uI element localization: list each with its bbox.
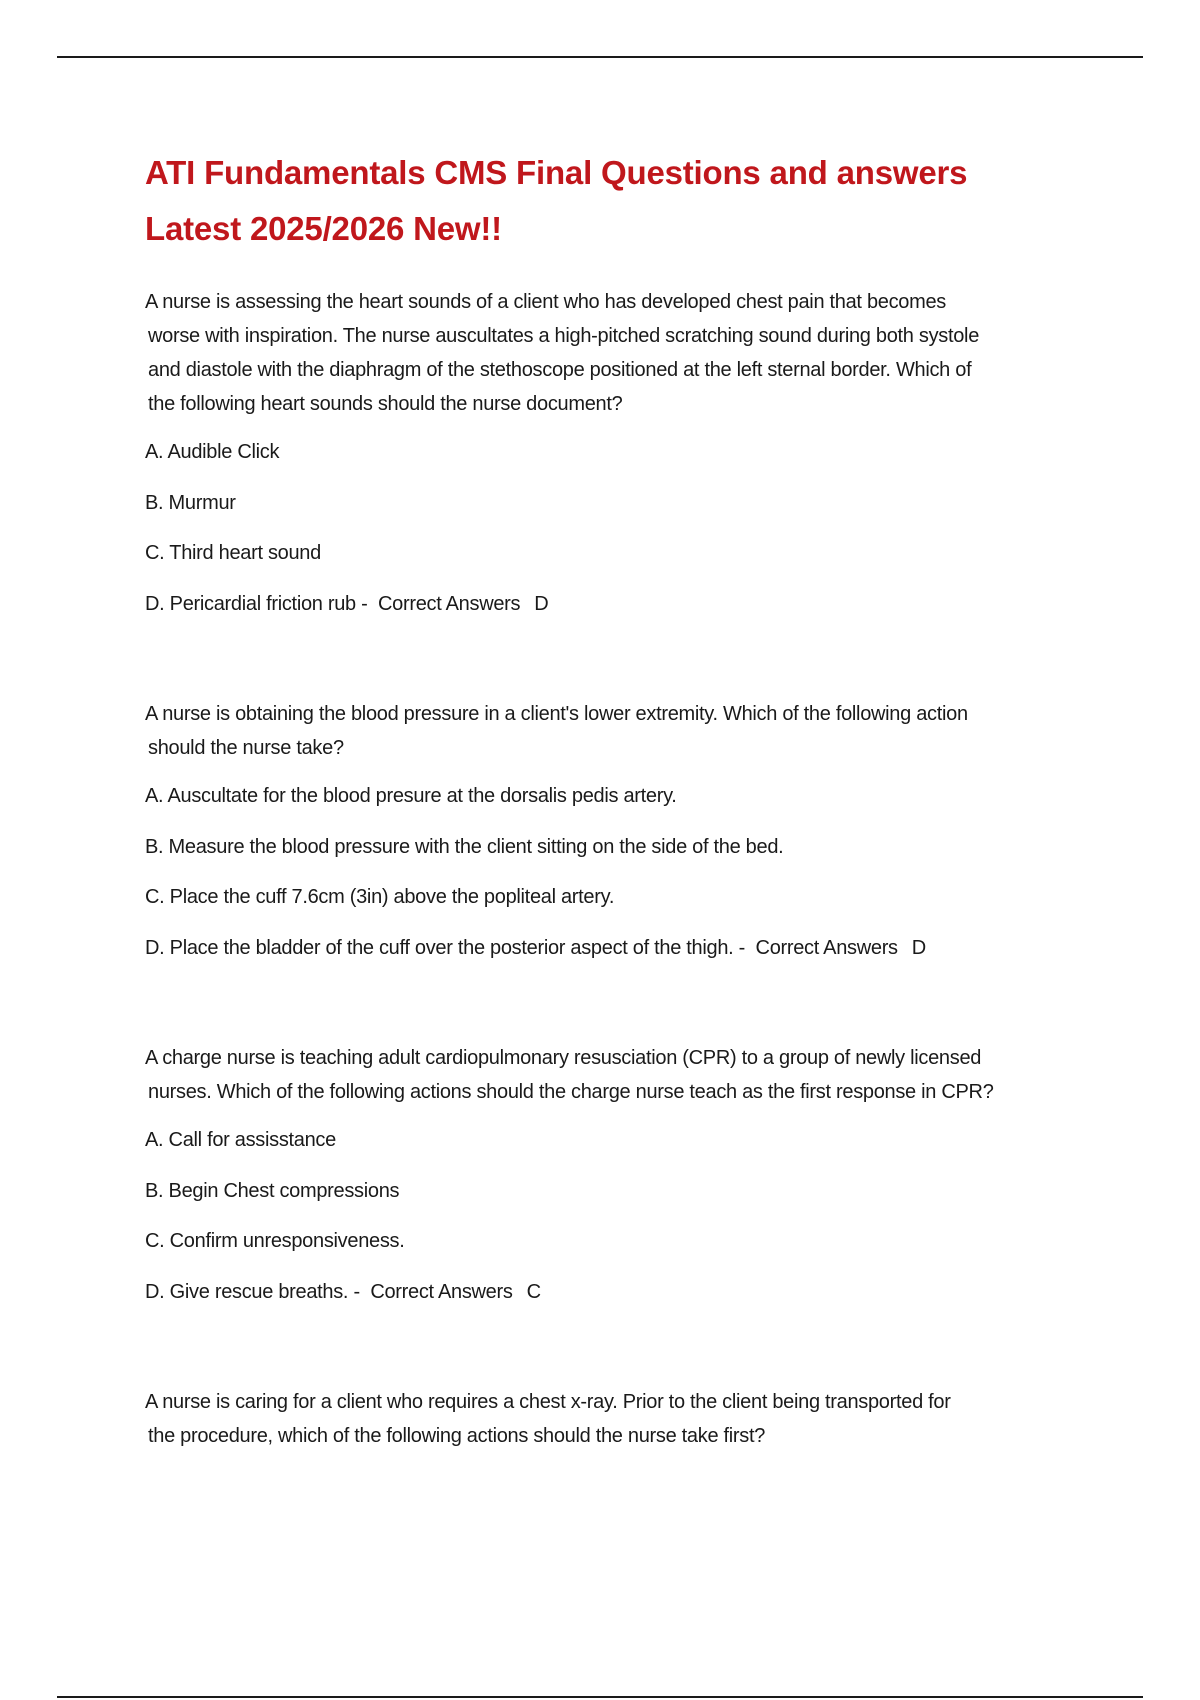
option-text: A. Auscultate for the blood presure at the dorsalis pedis artery.: [145, 785, 677, 807]
option-d: D. Pericardial friction rub - Correct Answers D: [145, 592, 549, 615]
top-rule: [57, 56, 1143, 58]
question-line: the procedure, which of the following actions should the nurse take first?: [148, 1425, 766, 1447]
option-text: A. Call for assisstance: [145, 1129, 336, 1151]
question-1: [145, 285, 1095, 637]
answer-label: Correct Answers: [378, 592, 521, 615]
title-line-1: ATI Fundamentals CMS Final Questions and answers: [145, 154, 968, 191]
document-body: [145, 145, 1095, 1513]
answer-label: Correct Answers: [755, 936, 898, 959]
question-2-text: [145, 697, 1095, 765]
option-c: [145, 1224, 1095, 1275]
question-line: and diastole with the diaphragm of the stethoscope positioned at the left sternal border. Which of: [148, 359, 972, 381]
option-text: C. Place the cuff 7.6cm (3in) above the popliteal artery.: [145, 886, 615, 908]
option-text: C. Third heart sound: [145, 542, 321, 564]
title-line-2: Latest 2025/2026 New!!: [145, 210, 502, 247]
option-b: [145, 1174, 1095, 1225]
answer-label: Correct Answers: [370, 1280, 513, 1303]
question-line: the following heart sounds should the nurse document?: [148, 393, 623, 415]
bottom-rule: [57, 1696, 1143, 1698]
option-text: A. Audible Click: [145, 441, 280, 463]
option-text: D. Place the bladder of the cuff over the posterior aspect of the thigh.: [145, 936, 734, 959]
question-1-text: [145, 285, 1095, 421]
option-a: [145, 1123, 1095, 1174]
question-4-text: [145, 1385, 1095, 1453]
question-3-text: [145, 1041, 1095, 1109]
answer-letter: C: [526, 1280, 541, 1303]
question-4: [145, 1385, 1095, 1453]
option-text: B. Begin Chest compressions: [145, 1179, 400, 1202]
question-line: worse with inspiration. The nurse auscultates a high-pitched scratching sound during both systole: [148, 325, 980, 347]
option-text: C. Confirm unresponsiveness.: [145, 1230, 405, 1252]
document-title: [145, 145, 1095, 257]
question-line: A nurse is assessing the heart sounds of a client who has developed chest pain that becomes: [145, 291, 946, 313]
option-text: D. Give rescue breaths.: [145, 1280, 349, 1303]
answer-letter: D: [911, 936, 926, 959]
question-line: nurses. Which of the following actions should the charge nurse teach as the first response in CPR?: [148, 1081, 994, 1103]
answer-letter: D: [534, 592, 549, 615]
option-d: D. Place the bladder of the cuff over the posterior aspect of the thigh. - Correct Answers D: [145, 936, 926, 959]
option-text: D. Pericardial friction rub: [145, 592, 356, 615]
question-line: A charge nurse is teaching adult cardiopulmonary resusciation (CPR) to a group of newly licensed: [145, 1047, 982, 1069]
option-b: [145, 830, 1095, 881]
option-d: D. Give rescue breaths. - Correct Answers C: [145, 1280, 541, 1303]
option-a: [145, 435, 1095, 486]
option-text: B. Measure the blood pressure with the client sitting on the side of the bed.: [145, 835, 784, 858]
option-a: [145, 779, 1095, 830]
question-line: A nurse is caring for a client who requires a chest x-ray. Prior to the client being transported for: [145, 1391, 951, 1413]
option-c: [145, 536, 1095, 587]
option-b: [145, 486, 1095, 537]
question-line: A nurse is obtaining the blood pressure in a client's lower extremity. Which of the following action: [145, 703, 968, 725]
question-line: should the nurse take?: [148, 737, 344, 759]
question-2: [145, 697, 1095, 981]
option-text: B. Murmur: [145, 491, 236, 514]
question-3: [145, 1041, 1095, 1325]
option-c: [145, 880, 1095, 931]
